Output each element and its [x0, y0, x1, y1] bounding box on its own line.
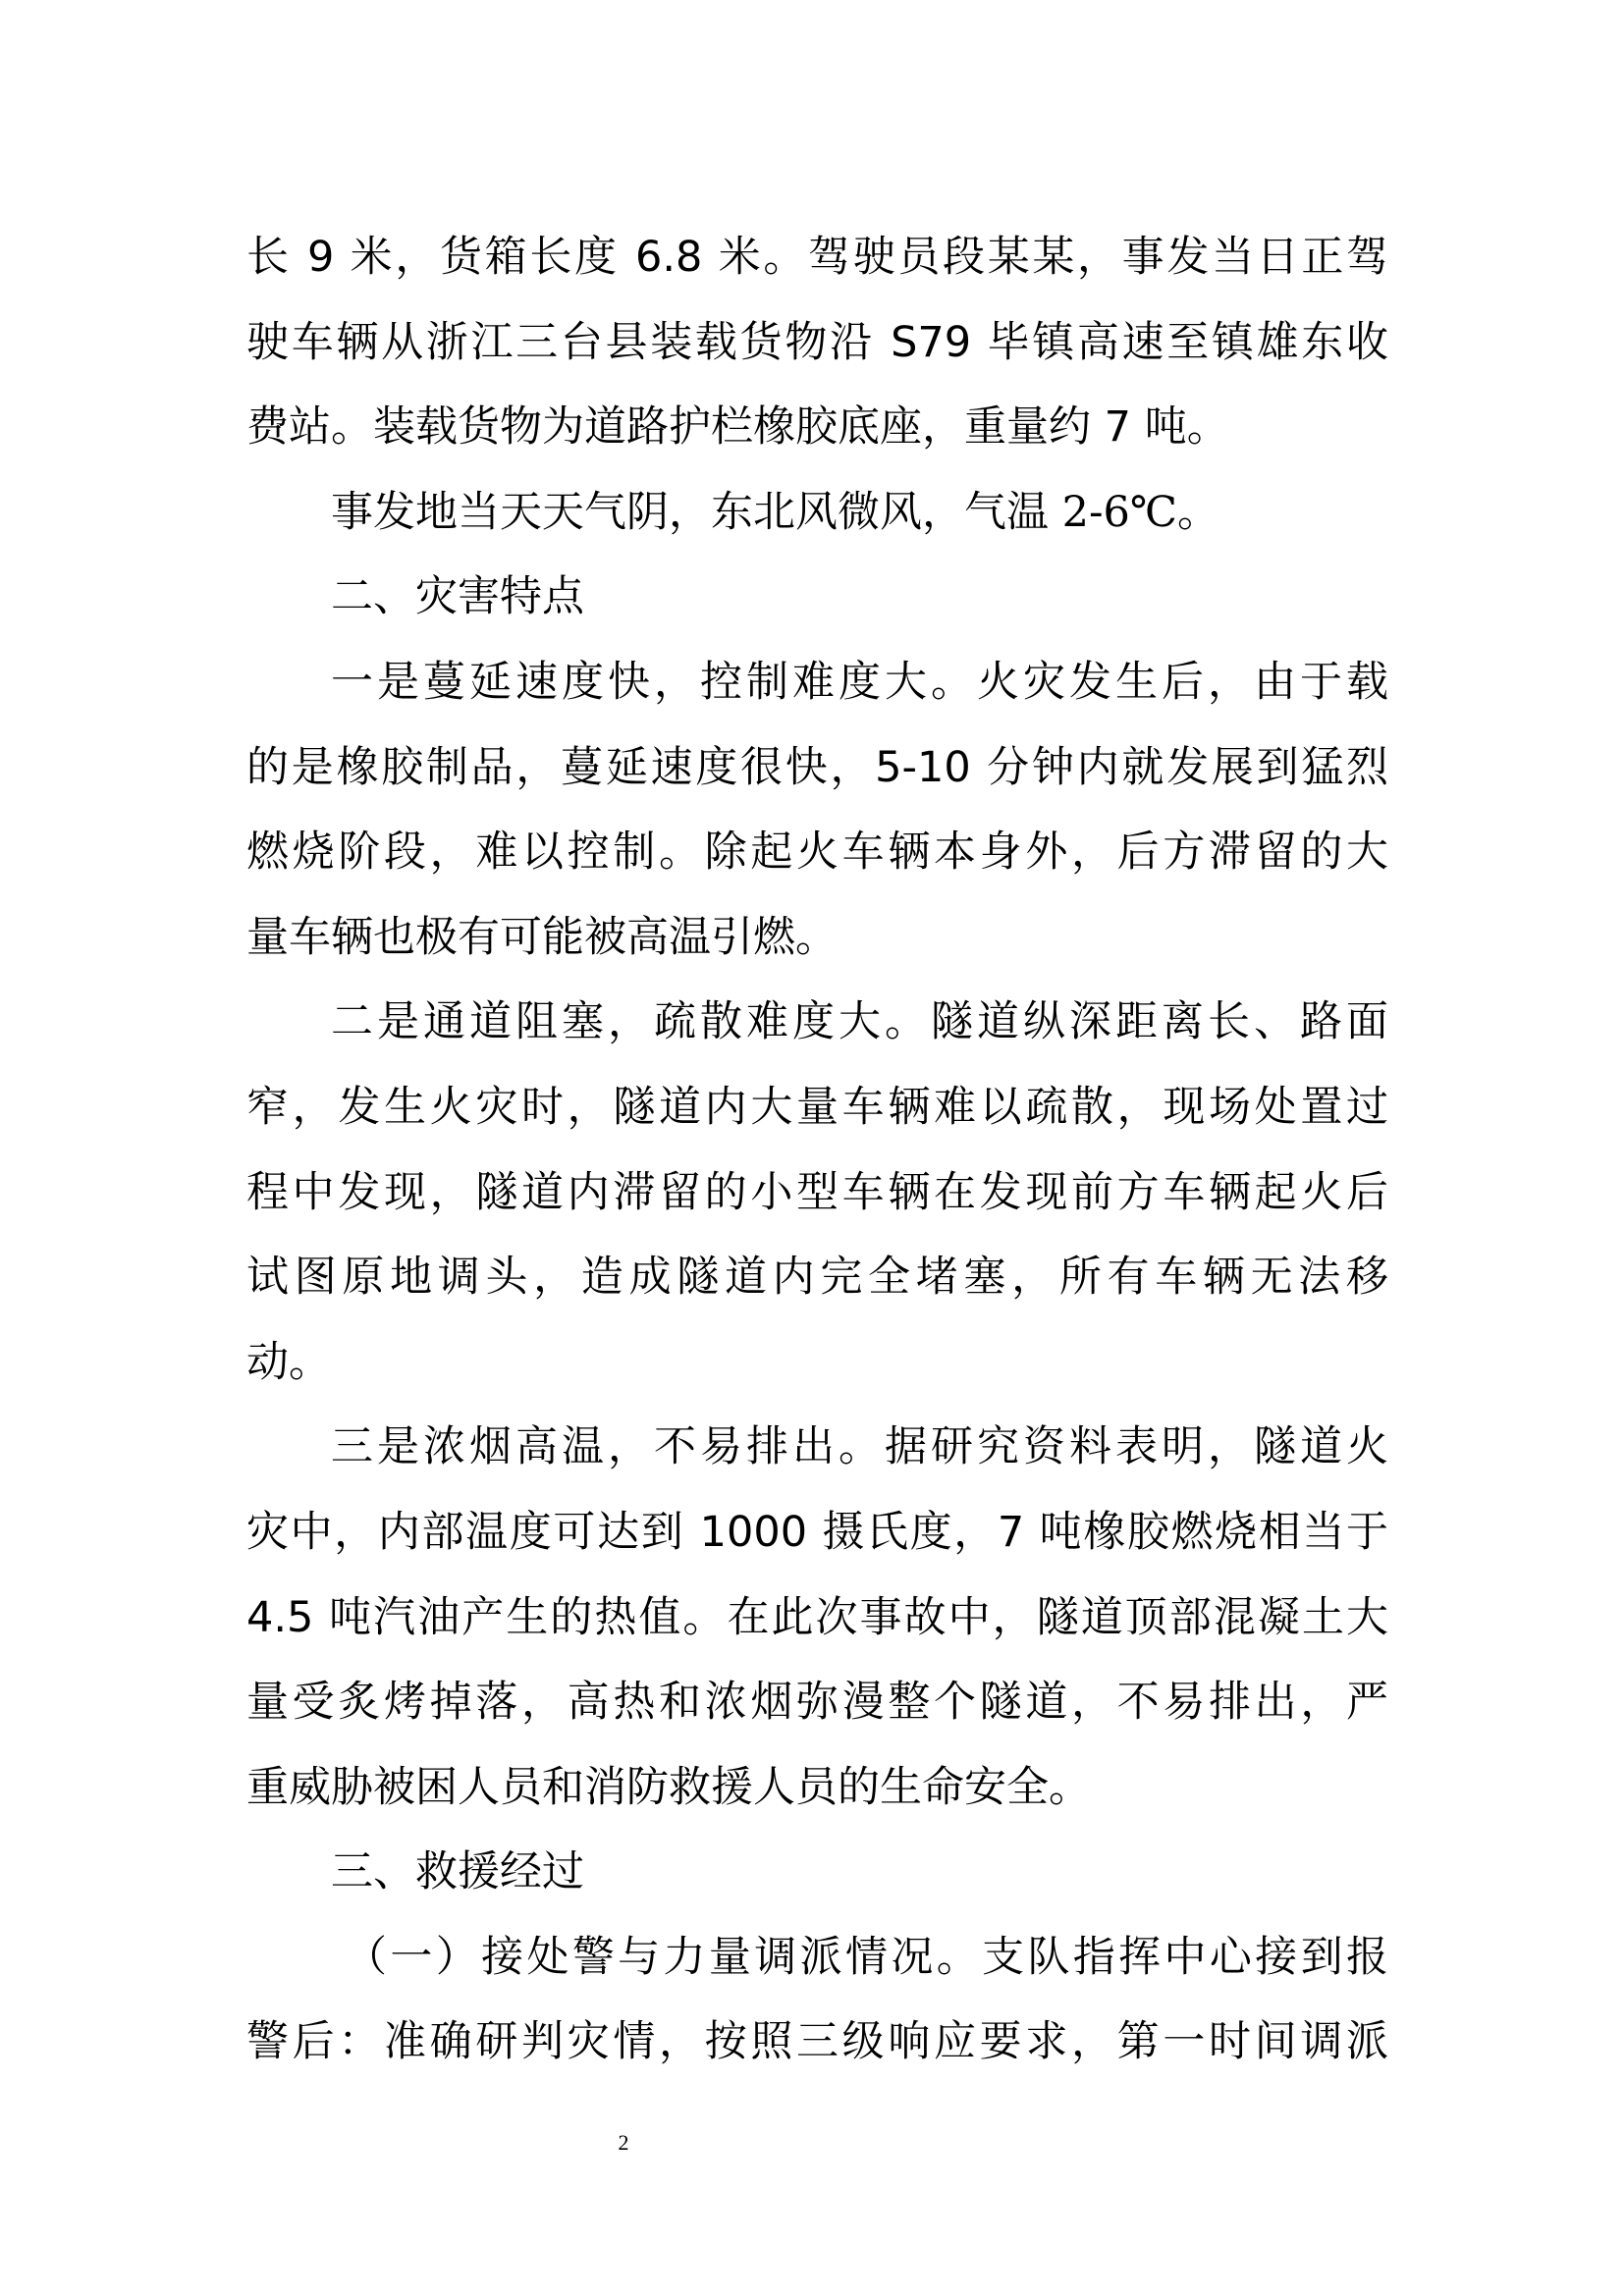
body-text	[246, 215, 1388, 2085]
text-line: 量车辆也极有可能被高温引燃。	[246, 912, 838, 962]
text-line: 的是橡胶制品，蔓延速度很快，5-10 分钟内就发展到猛烈	[246, 742, 1388, 792]
text-line: 费站。装载货物为道路护栏橡胶底座，重量约 7 吨。	[246, 402, 1229, 453]
text-line: 程中发现，隧道内滞留的小型车辆在发现前方车辆起火后	[246, 1167, 1388, 1217]
text-line: 重威胁被困人员和消防救援人员的生命安全。	[246, 1762, 1091, 1812]
text-line: 驶车辆从浙江三台县装载货物沿 S79 毕镇高速至镇雄东收	[246, 317, 1388, 367]
text-line: 三是浓烟高温，不易排出。据研究资料表明，隧道火	[331, 1422, 1388, 1472]
text-line: 动。	[246, 1337, 331, 1387]
temperature-value: 2-6℃	[1061, 487, 1178, 537]
page-number: 2	[618, 2130, 629, 2155]
text-line: 灾中，内部温度可达到 1000 摄氏度，7 吨橡胶燃烧相当于	[246, 1507, 1388, 1557]
text-line: 燃烧阶段，难以控制。除起火车辆本身外，后方滞留的大	[246, 828, 1388, 878]
text-line: 量受炙烤掉落，高热和浓烟弥漫整个隧道，不易排出，严	[246, 1678, 1388, 1728]
text-line: 长 9 米，货箱长度 6.8 米。驾驶员段某某，事发当日正驾	[246, 233, 1388, 282]
text-line: 警后：准确研判灾情，按照三级响应要求，第一时间调派	[246, 2017, 1388, 2067]
text-line: 一是蔓延速度快，控制难度大。火灾发生后，由于载	[331, 657, 1388, 707]
text-line: （一）接处警与力量调派情况。支队指挥中心接到报	[345, 1932, 1388, 1982]
text-line	[246, 470, 1388, 556]
text-line: 试图原地调头，造成隧道内完全堵塞，所有车辆无法移	[246, 1253, 1388, 1303]
text-line: 4.5 吨汽油产生的热值。在此次事故中，隧道顶部混凝土大	[246, 1592, 1388, 1642]
text-line: 二是通道阻塞，疏散难度大。隧道纵深距离长、路面	[331, 997, 1388, 1047]
text-line: 窄，发生火灾时，隧道内大量车辆难以疏散，现场处置过	[246, 1082, 1388, 1132]
text-line: 二、灾害特点	[331, 572, 584, 622]
text-segment: 事发地当天天气阴，东北风微风，气温	[331, 487, 1062, 537]
text-line: 三、救援经过	[331, 1847, 584, 1897]
text-segment: 。	[1177, 487, 1220, 537]
